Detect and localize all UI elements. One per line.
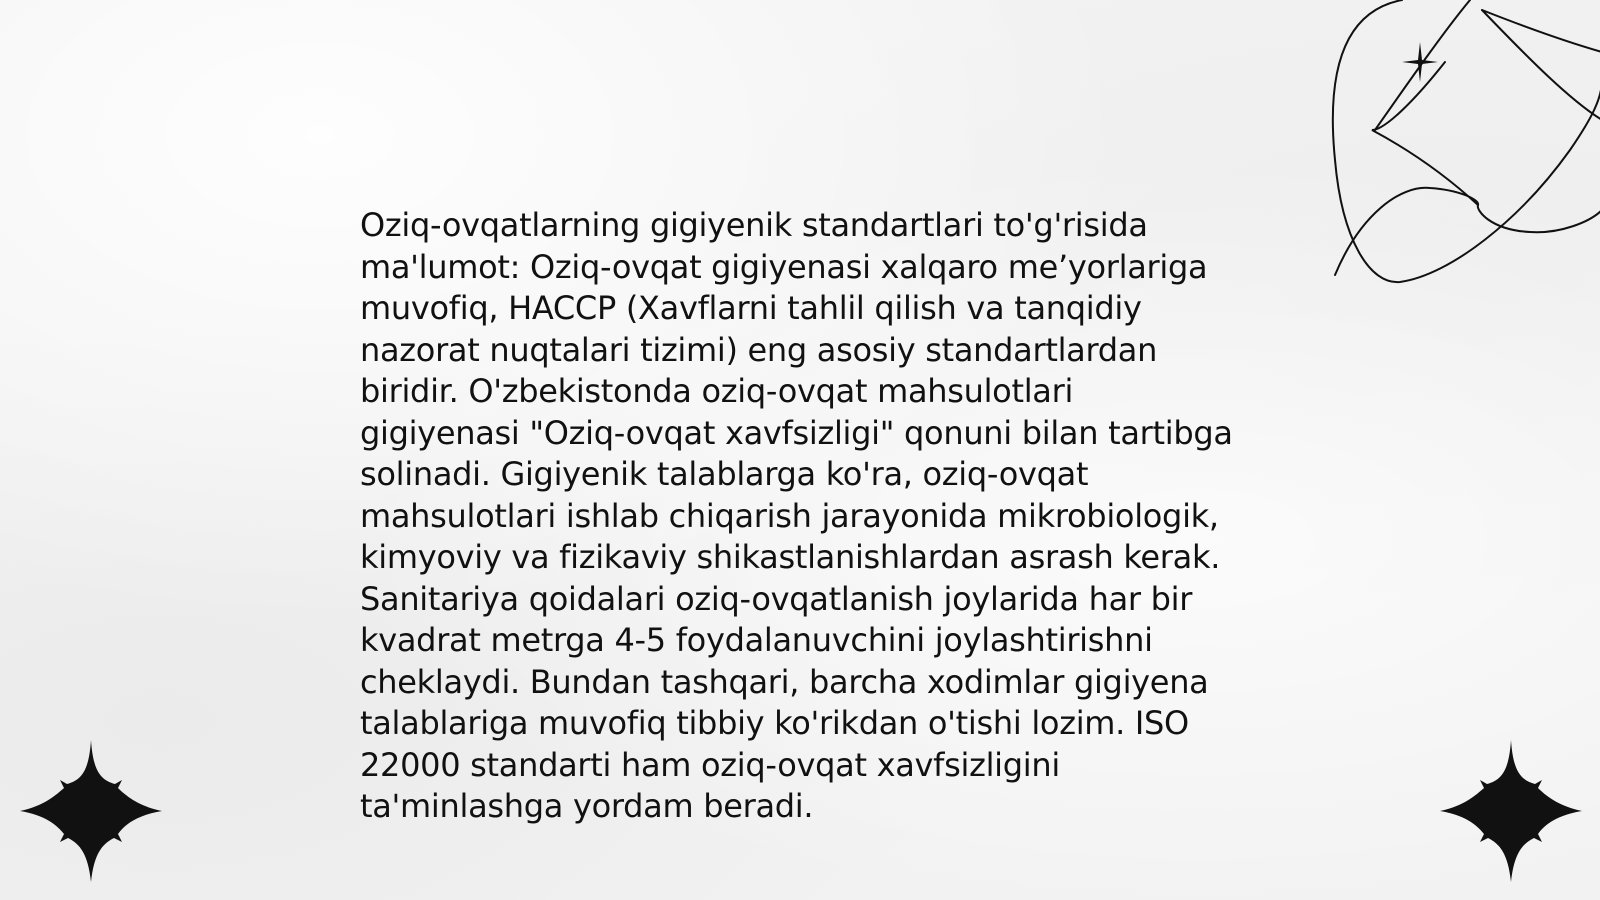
four-point-star-icon xyxy=(20,740,162,882)
four-point-star-icon xyxy=(1440,740,1582,882)
slide-body-text: Oziq-ovqatlarning gigiyenik standartlari to'g'risida ma'lumot: Oziq-ovqat gigiyenasi xalqaro me’yorlariga muvofiq, HACCP (Xavflarni tahlil qilish va tanqidiy nazorat nuqtalari tizimi) eng asosiy standartlardan biridir. O'zbekistonda oziq-ovqat mahsulotlari gigiyenasi "Oziq-ovqat xavfsizligi" qonuni bilan tartibga solinadi. Gigiyenik talablarga ko'ra, oziq-ovqat mahsulotlari ishlab chiqarish jarayonida mikrobiologik, kimyoviy va fizikaviy shikastlanishlardan asrash kerak. Sanitariya qoidalari oziq-ovqatlanish joylarida har bir kvadrat metrga 4-5 foydalanuvchini joylashtirishni cheklaydi. Bundan tashqari, barcha xodimlar gigiyena talablariga muvofiq tibbiy ko'rikdan o'tishi lozim. ISO 22000 standarti ham oziq-ovqat xavfsizligini ta'minlashga yordam beradi. xyxy=(360,206,1233,825)
orbit-line-art-icon xyxy=(1330,0,1600,290)
